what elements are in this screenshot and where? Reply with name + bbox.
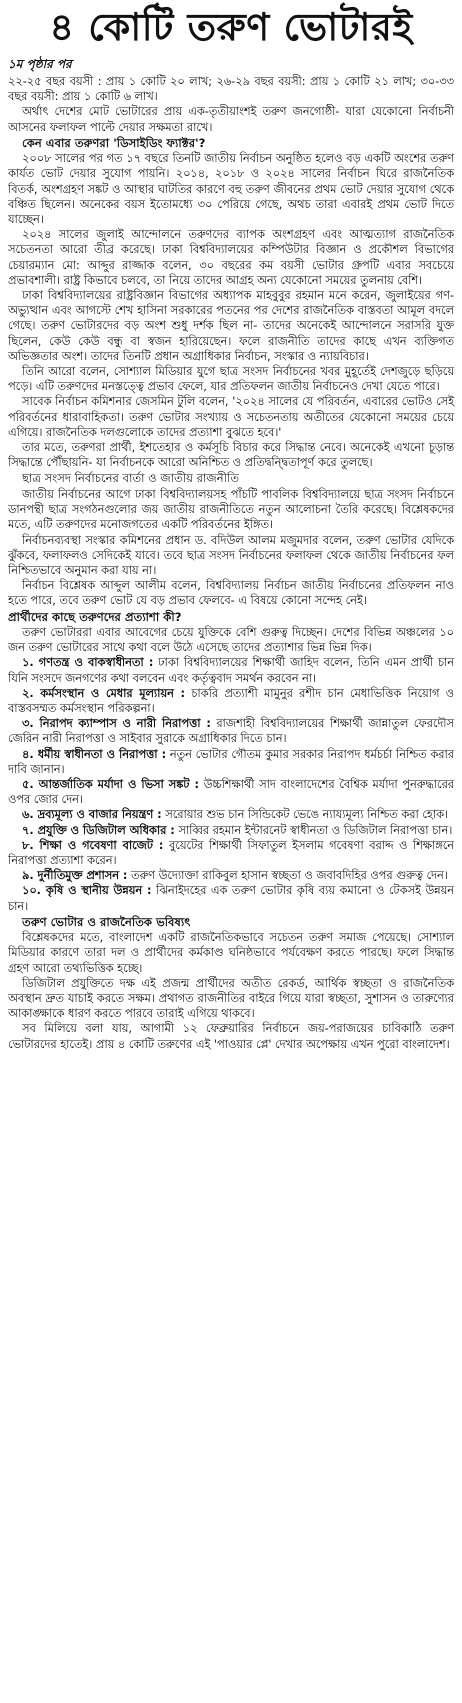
list-item-text: বুয়েটের শিক্ষার্থী সিফাতুল ইসলাম গবেষণা বরাদ্দ ও শিক্ষাঙ্গনে নিরাপত্তা প্রত্যাশা করেন। bbox=[8, 838, 454, 867]
list-item-text: নতুন ভোটার গৌতম কুমার সরকার নিরাপদ ধর্মচর্চা নিশ্চিত করার দাবি জানান। bbox=[8, 747, 454, 776]
list-item-text: রাজশাহী বিশ্ববিদ্যালয়ের শিক্ষার্থী জান্নাতুল ফেরদৌস জেরিন নারী নিরাপত্তা ও সাইবার সুরাকে অগ্রাধিকার দিতে চান। bbox=[8, 717, 454, 746]
paragraph: ২০২৪ সালের জুলাই আন্দোলনে তরুণদের ব্যাপক অংশগ্রহণ এবং আত্মত্যাগ রাজনৈতিক সচেতনতা আরো তীব্র করেছে। ঢাকা বিশ্ববিদ্যালয়ের কম্পিউটার বিজ্ঞান ও প্রকৌশল বিভাগের চেয়ারম্যান মো: আব্দুর রাজ্জাক বলেন, ৩০ বছরের কম বয়সী ভোটার গ্রুপটি এবার সবচেয়ে প্রভাবশালী। রাষ্ট্র কিভাবে চলবে, তা নিয়ে তাদের আগ্রহ অন্য যেকোনো সময়ের তুলনায় বেশি। bbox=[8, 228, 454, 287]
list-item bbox=[8, 655, 454, 685]
list-item-text: সাব্বির রহমান ইন্টারনেট স্বাধীনতা ও ডিজিটাল নিরাপত্তা চান। bbox=[174, 823, 453, 837]
paragraph: তার মতে, তরুণরা প্রার্থী, ইশতেহার ও কর্মসূচি বিচার করে সিদ্ধান্ত নেবে। অনেকেই এখনো চূড়ান্ত সিদ্ধান্তে পৌঁছায়নি- যা নির্বাচনকে আরো অনিশ্চিত ও প্রতিদ্বন্দ্বিতাপূর্ণ করে তুলছে। bbox=[8, 441, 454, 470]
list-item-text: ঝিনাইদহের এক তরুণ ভোটার কৃষি ব্যয় কমানো ও টেকসই উন্নয়ন চান। bbox=[8, 884, 455, 913]
list-item-label: ১. গণতন্ত্র ও বাকস্বাধীনতা : bbox=[22, 656, 154, 670]
list-item-label: ৮. শিক্ষা ও গবেষণা বাজেট : bbox=[22, 838, 164, 852]
list-item bbox=[8, 868, 454, 883]
section-heading: প্রার্থীদের কাছে তরুণদের প্রত্যাশা কী? bbox=[8, 609, 182, 624]
paragraph: নির্বাচন বিশ্লেষক আব্দুল আলীম বলেন, বিশ্ববিদ্যালয় নির্বাচন জাতীয় নির্বাচনের প্রতিফলন নাও হতে পারে, তবে তরুণ ভোট যে বড় প্রভাব ফেলবে- এ বিষয়ে কোনো সন্দেহ নেই। bbox=[8, 579, 454, 608]
list-item-label: ৩. নিরাপদ ক্যাম্পাস ও নারী নিরাপত্তা : bbox=[22, 717, 211, 731]
list-item-label: ৯. দুর্নীতিমুক্ত প্রশাসন : bbox=[22, 869, 128, 883]
list-item bbox=[8, 807, 454, 822]
list-item-text: সরোয়ার শুভ চান সিন্ডিকেট ভেঙে ন্যায্যমূল্য নিশ্চিত করা হোক। bbox=[161, 808, 449, 822]
section-heading: কেন এবার তরুণরা 'ডিসাইডিং ফ্যাক্টর'? bbox=[22, 135, 206, 150]
paragraph: ২০০৮ সালের পর গত ১৭ বছরে তিনটি জাতীয় নির্বাচন অনুষ্ঠিত হলেও বড় একটি অংশের তরুণ কার্যত ভোট দেয়ার সুযোগ পায়নি। ২০১৪, ২০১৮ ও ২০২৪ সালের নির্বাচন ঘিরে রাজনৈতিক বিতর্ক, অংশগ্রহণ সঙ্কট ও আস্থার ঘাটতির কারণে বহু তরুণ জীবনের প্রথম ভোট দেয়ার সুযোগ থেকে বঞ্চিত ছিলেন। অনেকের বয়স ইতোমধ্যে ৩০ পেরিয়ে গেছে, অথচ তারা এবারই প্রথম ভোট দিতে যাচ্ছেন। bbox=[8, 152, 454, 227]
paragraph: তিনি আরো বলেন, সোশ্যাল মিডিয়ার যুগে ছাত্র সংসদ নির্বাচনের খবর মুহূর্তেই দেশজুড়ে ছড়িয়ে পড়ে। এটি তরুণদের মনস্তত্ত্বে প্রভাব ফেলে, যার প্রতিফলন জাতীয় নির্বাচনেও দেখা যেতে পারে। bbox=[8, 365, 454, 394]
paragraph: ঢাকা বিশ্ববিদ্যালয়ের রাষ্ট্রবিজ্ঞান বিভাগের অধ্যাপক মাহবুবুর রহমান মনে করেন, জুলাইয়ের গণ-অভ্যুত্থান এবং আগস্টে শেখ হাসিনা সরকারের পতনের পর দেশের রাজনৈতিক বাস্তবতা আমূল বদলে গেছে। তরুণ ভোটারদের বড় অংশ শুধু দর্শক ছিল না- তাদের অনেকেই আন্দোলনে সরাসরি যুক্ত ছিলেন, কেউ কেউ বন্ধু বা স্বজন হারিয়েছেন। ফলে রাজনীতি তাদের কাছে এখন ব্যক্তিগত অভিজ্ঞতার অংশ। তাদের তিনটি প্রধান অগ্রাধিকার নির্বাচন, সংস্কার ও ন্যায়বিচার। bbox=[8, 289, 454, 363]
continued-from-label: ১ম পৃষ্ঠার পর bbox=[8, 57, 72, 71]
paragraph: বিশ্লেষকদের মতে, বাংলাদেশ একটি রাজনৈতিকভাবে সচেতন তরুণ সমাজ পেয়েছে। সোশ্যাল মিডিয়ার কারণে তারা দল ও প্রার্থীদের কর্মকাণ্ড ঘনিষ্ঠভাবে পর্যবেক্ষণ করতে পারছে। ফলে সিদ্ধান্ত গ্রহণ আরো তথ্যভিত্তিক হচ্ছে। bbox=[8, 931, 454, 975]
list-item bbox=[8, 823, 454, 838]
list-item-label: ১০. কৃষি ও স্থানীয় উন্নয়ন : bbox=[22, 884, 152, 898]
list-item-text: ঢাকা বিশ্ববিদ্যালয়ের শিক্ষার্থী জাহিদ বলেন, তিনি এমন প্রার্থী চান যিনি সংসদে জনগণের কথা বলবেন এবং কর্তৃত্ববাদ সমর্থন করবেন না। bbox=[8, 656, 454, 685]
list-item-label: ৬. দ্রব্যমূল্য ও বাজার নিয়ন্ত্রণ : bbox=[22, 808, 162, 822]
paragraph: ডিজিটাল প্রযুক্তিতে দক্ষ এই প্রজন্ম প্রার্থীদের অতীত রেকর্ড, আর্থিক স্বচ্ছতা ও রাজনৈতিক অবস্থান দ্রুত যাচাই করতে সক্ষম। প্রথাগত রাজনীতির বাইরে গিয়ে যারা স্বচ্ছতা, সুশাসন ও তারুণ্যের আকাঙ্ক্ষাকে ধারণ করতে পারবে তারাই এগিয়ে থাকবে। bbox=[8, 976, 454, 1021]
paragraph: নির্বাচনব্যবস্থা সংস্কার কমিশনের প্রধান ড. বদিউল আলম মজুমদার বলেন, তরুণ ভোটার যেদিকে ঝুঁকবে, ফলাফলও সেদিকেই যাবে। তবে ছাত্র সংসদ নির্বাচনের ফলাফল থেকে জাতীয় নির্বাচনের ফল নিশ্চিতভাবে অনুমান করা যায় না। bbox=[8, 533, 454, 577]
paragraph: তরুণ ভোটাররা এবার আবেগের চেয়ে যুক্তিকে বেশি গুরুত্ব দিচ্ছেন। দেশের বিভিন্ন অঞ্চলের ১০ জন তরুণ ভোটারের সাথে কথা বলে উঠে এসেছে তাদের প্রত্যাশার ভিন্ন ভিন্ন দিক। bbox=[8, 625, 454, 655]
paragraph: সব মিলিয়ে বলা যায়, আগামী ১২ ফেব্রুয়ারির নির্বাচনে জয়-পরাজয়ের চাবিকাঠি তরুণ ভোটারদের হাতেই। প্রায় ৪ কোটি তরুণের এই 'পাওয়ার প্লে' দেখার অপেক্ষায় এখন পুরো বাংলাদেশ। bbox=[8, 1022, 454, 1051]
paragraph: অর্থাৎ দেশের মোট ভোটারের প্রায় এক-তৃতীয়াংশই তরুণ জনগোষ্ঠী- যারা যেকোনো নির্বাচনী আসনের ফলাফল পাল্টে দেয়ার সক্ষমতা রাখে। bbox=[8, 105, 454, 134]
list-item-text: তরুণ উদ্যোক্তা রাকিবুল হাসান স্বচ্ছতা ও জবাবদিহির ওপর গুরুত্ব দেন। bbox=[127, 869, 448, 883]
list-item bbox=[8, 883, 454, 913]
list-item-label: ৫. আন্তর্জাতিক মর্যাদা ও ভিসা সঙ্কট : bbox=[22, 777, 200, 791]
list-item-text: চাকরি প্রত্যাশী মামুনুর রশীদ চান মেধাভিত্তিক নিয়োগ ও বাস্তবসম্মত কর্মসংস্থান পরিকল্পনা। bbox=[8, 686, 454, 715]
list-item-text: উচ্চশিক্ষার্থী সাদ বাংলাদেশের বৈশ্বিক মর্যাদা পুনরুদ্ধারের ওপর জোর দেন। bbox=[8, 777, 454, 807]
list-item-label: ৭. প্রযুক্তি ও ডিজিটাল অধিকার : bbox=[22, 823, 175, 837]
section-heading: তরুণ ভোটার ও রাজনৈতিক ভবিষ্যৎ bbox=[22, 914, 191, 929]
paragraph: ২২-২৫ বছর বয়সী : প্রায় ১ কোটি ২০ লাখ; ২৬-২৯ বছর বয়সী: প্রায় ১ কোটি ২১ লাখ; ৩০-৩৩ বছর বয়সী: প্রায় ১ কোটি ৬ লাখ। bbox=[8, 75, 454, 104]
paragraph: সাবেক নির্বাচন কমিশনার জেসমিন টুলি বলেন, '২০২৪ সালের যে পরিবর্তন, এবারের ভোটও সেই পরিবর্তনের ধারাবাহিকতা। তরুণ ভোটার সংখ্যায় ও সচেতনতায় অতীতের যেকোনো সময়ের চেয়ে এগিয়ে। রাজনৈতিক দলগুলোকে তাদের প্রত্যাশা বুঝতে হবে।' bbox=[8, 395, 454, 439]
headline: ৪ কোটি তরুণ ভোটারই bbox=[49, 5, 413, 49]
list-item bbox=[8, 838, 454, 868]
list-item bbox=[8, 716, 454, 746]
list-item bbox=[8, 747, 454, 777]
expectations-list bbox=[8, 655, 454, 913]
section-heading: ছাত্র সংসদ নির্বাচনের বার্তা ও জাতীয় রাজনীতি bbox=[22, 471, 240, 486]
list-item-label: ৪. ধর্মীয় স্বাধীনতা ও নিরাপত্তা : bbox=[22, 747, 167, 761]
paragraph: জাতীয় নির্বাচনের আগে ঢাকা বিশ্ববিদ্যালয়সহ পাঁচটি পাবলিক বিশ্ববিদ্যালয়ে ছাত্র সংসদ নির্বাচনে ডানপন্থী ছাত্র সংগঠনগুলোর জয় জাতীয় রাজনীতিতে নতুন আলোচনা তৈরি করেছে। বিশ্লেষকদের মতে, এটি তরুণদের মনোজগতের একটি পরিবর্তনের ইঙ্গিত। bbox=[8, 487, 454, 532]
list-item-label: ২. কর্মসংস্থান ও মেধার মূল্যায়ন : bbox=[22, 686, 186, 700]
list-item bbox=[8, 777, 454, 807]
list-item bbox=[8, 686, 454, 716]
